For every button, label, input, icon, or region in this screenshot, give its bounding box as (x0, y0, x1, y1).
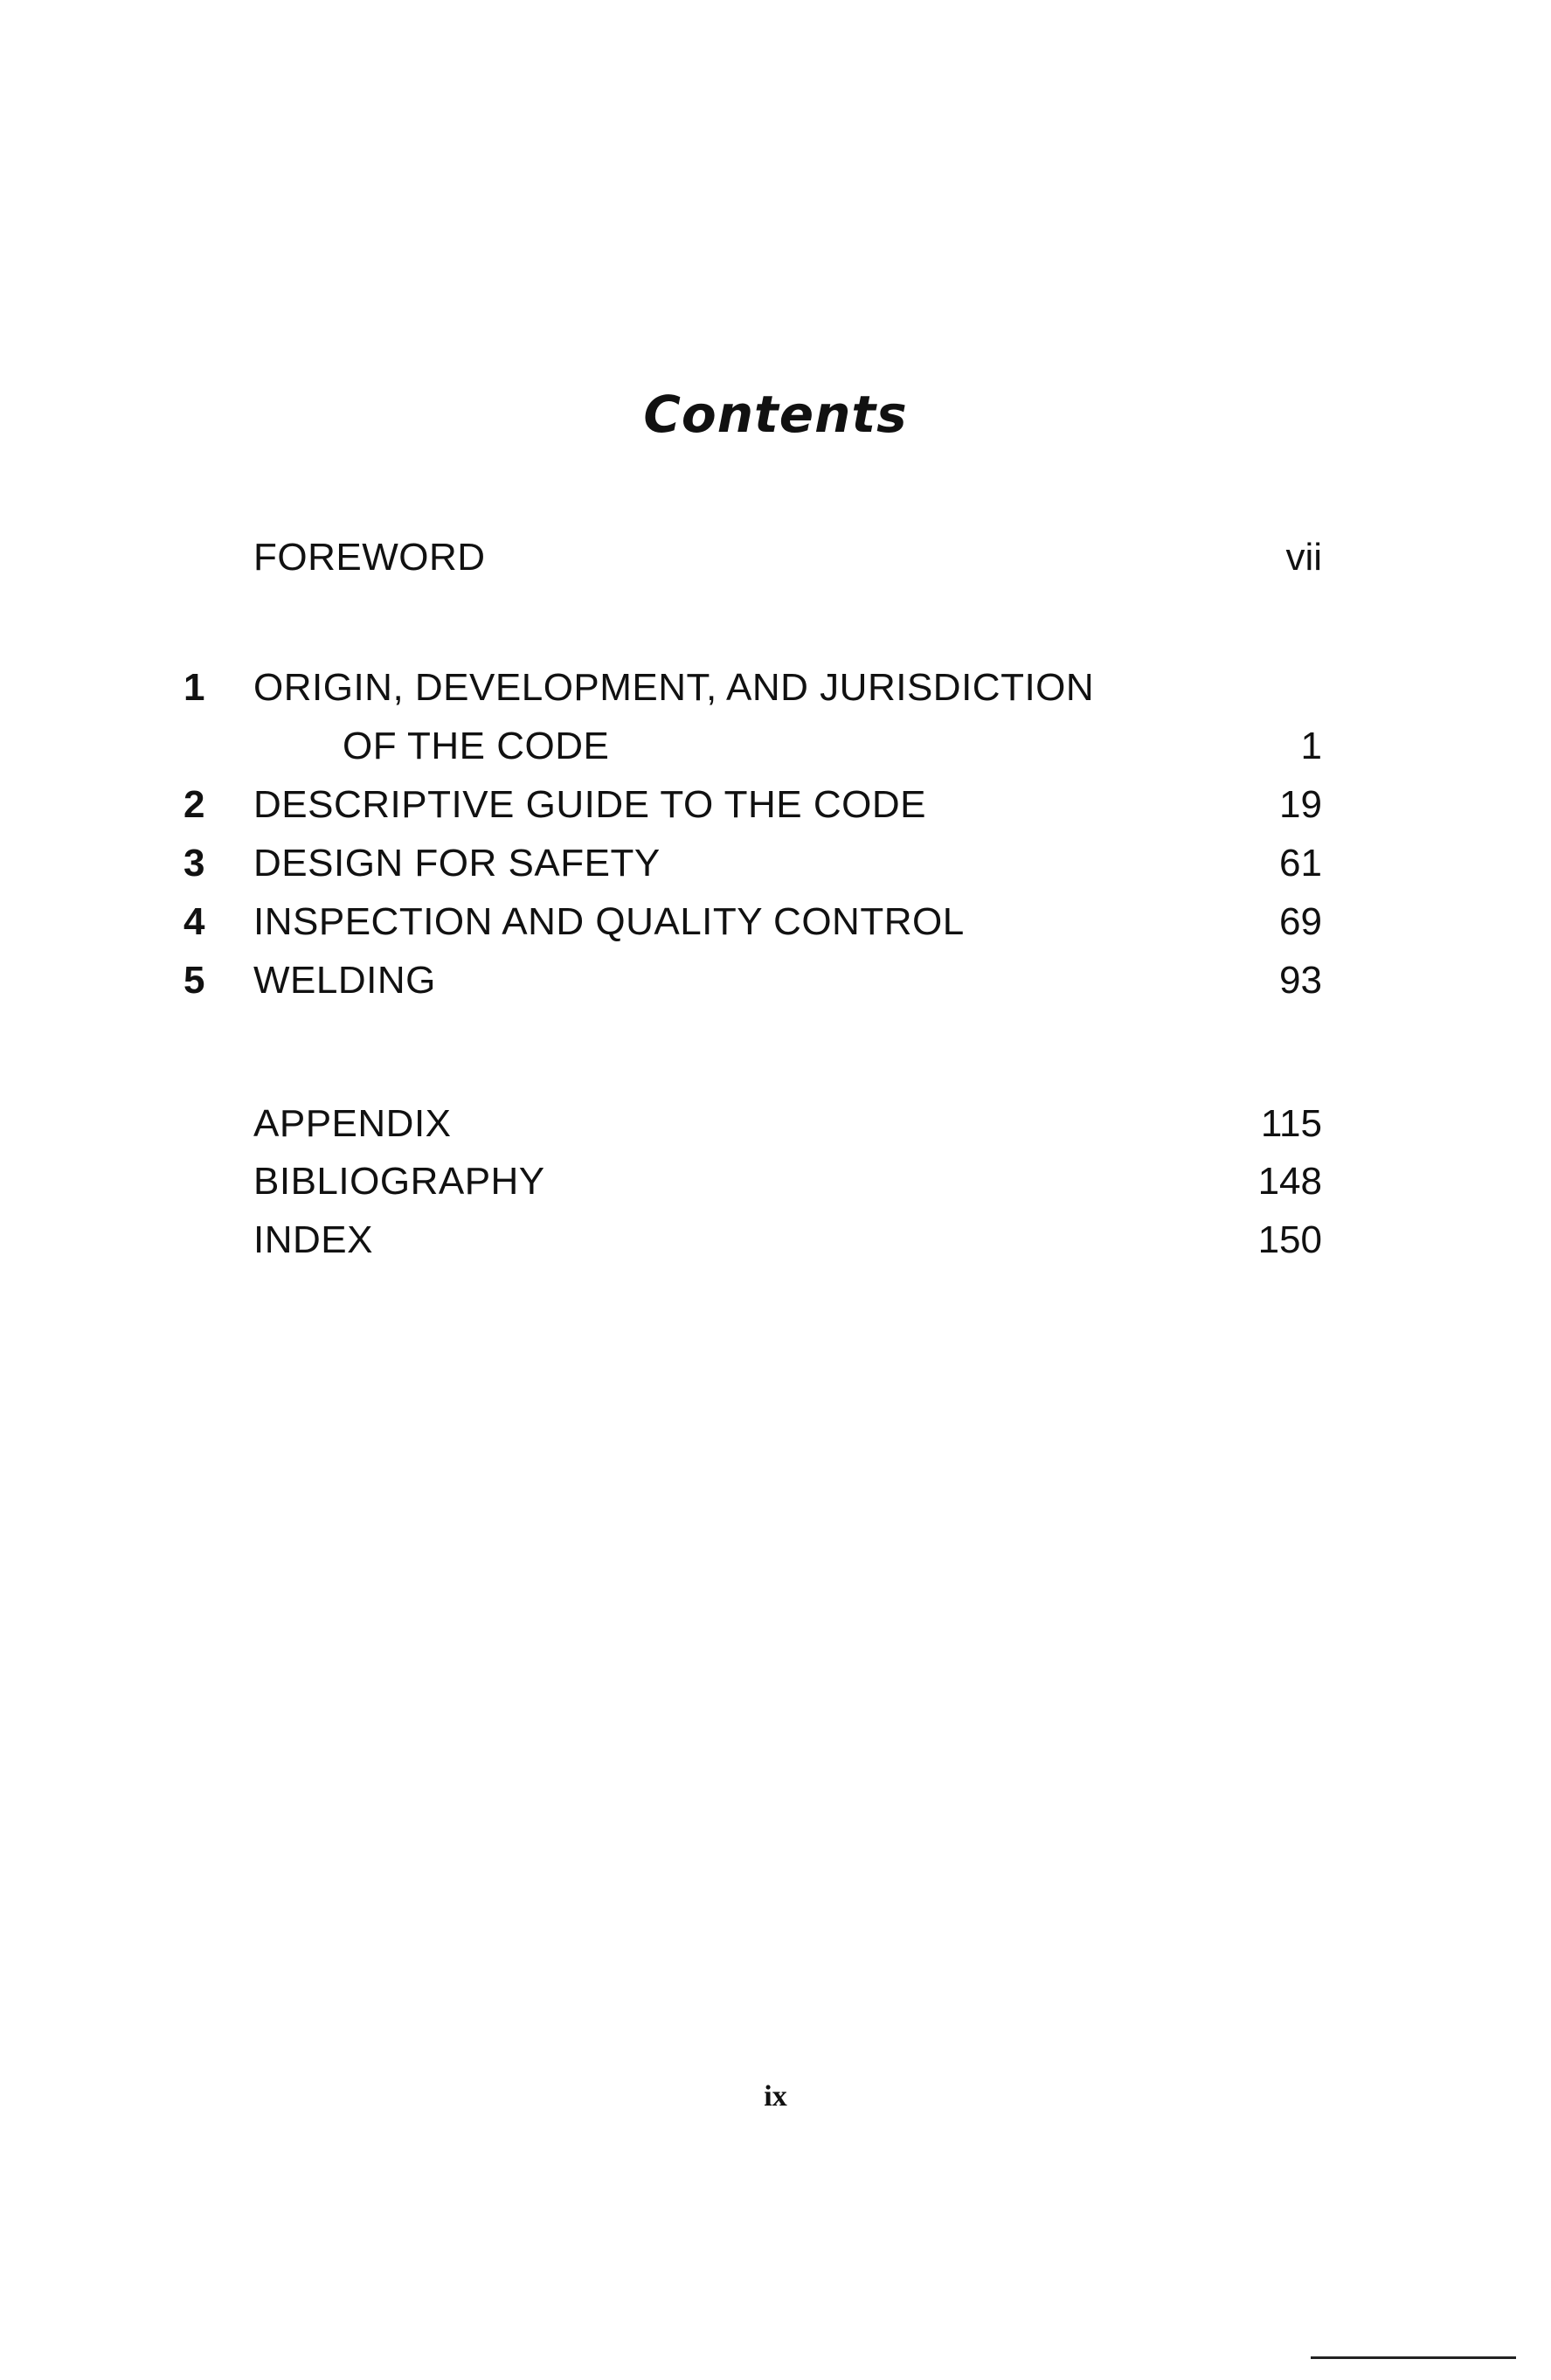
toc-entry-page: 1 (1300, 725, 1322, 767)
toc-entry-bibliography (0, 1155, 1551, 1208)
toc-entry-page: 115 (1260, 1102, 1322, 1145)
toc-entry-page: 148 (1257, 1160, 1322, 1203)
toc-entry-label: DESCRIPTIVE GUIDE TO THE CODE (253, 783, 926, 826)
toc-entry-label: FOREWORD (253, 536, 486, 579)
toc-entry-label: WELDING (253, 959, 436, 1002)
toc-entry-page: 150 (1257, 1218, 1322, 1261)
toc-entry-label-continued: OF THE CODE (343, 725, 610, 767)
toc-entry-label: INSPECTION AND QUALITY CONTROL (253, 900, 965, 943)
page-number: ix (764, 2080, 787, 2113)
toc-entry-label: APPENDIX (253, 1102, 452, 1145)
toc-chapter-number: 5 (183, 959, 205, 1002)
toc-entry-label: INDEX (253, 1218, 373, 1261)
toc-entry-label: BIBLIOGRAPHY (253, 1160, 545, 1203)
page-title: Contents (643, 385, 908, 444)
toc-entry-index (0, 1214, 1551, 1266)
toc-entry-appendix (0, 1098, 1551, 1150)
toc-entry-chapter-3 (0, 837, 1551, 890)
toc-entry-chapter-1 (0, 662, 1551, 714)
toc-entry-label: DESIGN FOR SAFETY (253, 842, 661, 885)
toc-entry-chapter-1-continued (0, 720, 1551, 773)
toc-chapter-number: 3 (183, 842, 205, 885)
toc-entry-label: ORIGIN, DEVELOPMENT, AND JURISDICTION (253, 666, 1095, 709)
toc-entry-chapter-5 (0, 954, 1551, 1007)
toc-entry-chapter-2 (0, 779, 1551, 831)
toc-chapter-number: 2 (183, 783, 205, 826)
toc-entry-page: 19 (1279, 783, 1322, 826)
toc-chapter-number: 4 (183, 900, 205, 943)
toc-entry-foreword (0, 531, 1551, 584)
toc-entry-page: 61 (1279, 842, 1322, 885)
toc-entry-chapter-4 (0, 896, 1551, 948)
toc-chapter-number: 1 (183, 666, 205, 709)
toc-entry-page: 69 (1279, 900, 1322, 943)
toc-entry-page: vii (1285, 536, 1322, 579)
toc-entry-page: 93 (1279, 959, 1322, 1002)
scan-edge-rule (1311, 2356, 1516, 2359)
